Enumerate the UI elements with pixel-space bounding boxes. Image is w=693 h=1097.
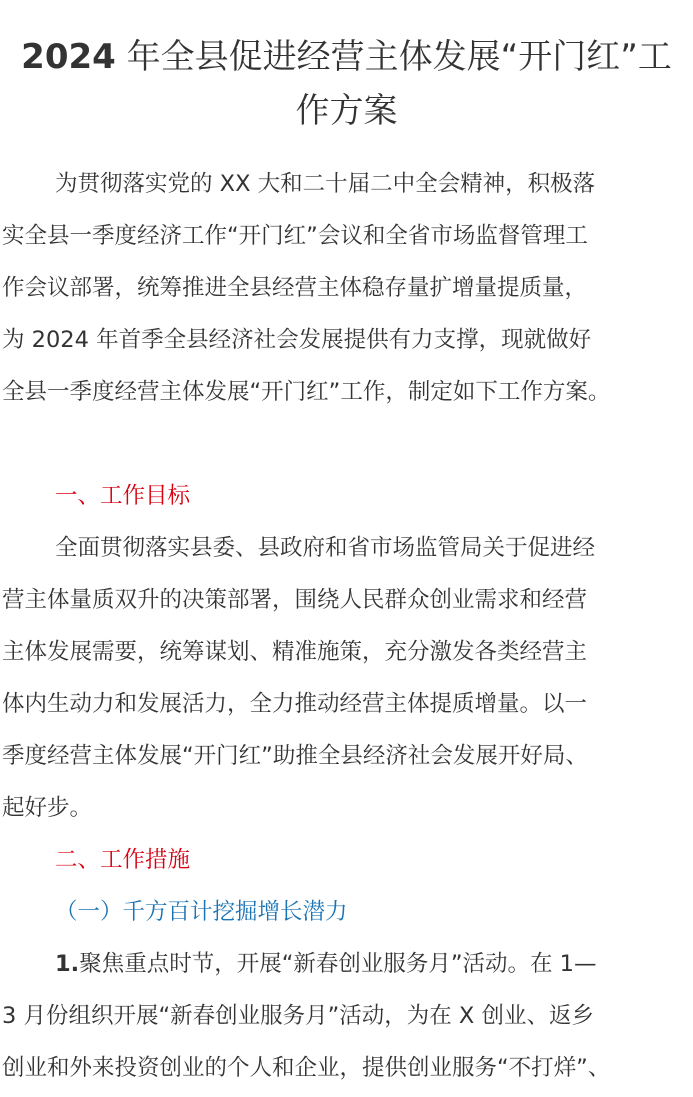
section-heading-goals xyxy=(2,470,693,522)
paragraph-line: 为 2024 年首季全县经济社会发展提供有力支撑，现就做好 xyxy=(2,327,592,353)
paragraph-line: 为贯彻落实党的 XX 大和二十届二中全会精神，积极落 xyxy=(55,171,596,197)
paragraph-line: 体内生动力和发展活力，全力推动经营主体提质增量。以一 xyxy=(2,691,588,717)
paragraph-line: 主体发展需要，统筹谋划、精准施策，充分激发各类经营主 xyxy=(2,639,588,665)
paragraph-line: 全县一季度经营主体发展“开门红”工作，制定如下工作方案。 xyxy=(2,379,611,405)
section-heading-text: 二、工作措施 xyxy=(55,847,191,873)
paragraph-line: 创业和外来投资创业的个人和企业，提供创业服务“不打烊”、 xyxy=(2,1055,611,1081)
title-text-line2: 作方案 xyxy=(295,91,398,131)
intro-paragraph xyxy=(2,158,693,418)
paragraph-line: 全面贯彻落实县委、县政府和省市场监管局关于促进经 xyxy=(55,535,596,561)
document-title xyxy=(0,0,693,138)
subsection-heading-text: （一）千方百计挖掘增长潜力 xyxy=(55,899,348,925)
paragraph-line: 实全县一季度经济工作“开门红”会议和全省市场监督管理工 xyxy=(2,223,588,249)
paragraph-line xyxy=(2,938,693,990)
paragraph-line: 起好步。 xyxy=(2,795,93,821)
paragraph-line: 3 月份组织开展“新春创业服务月”活动，为在 X 创业、返乡 xyxy=(2,1003,594,1029)
paragraph-line: 营主体量质双升的决策部署，围绕人民群众创业需求和经营 xyxy=(2,587,588,613)
goals-paragraph xyxy=(2,522,693,834)
paragraph-line: 季度经营主体发展“开门红”助推全县经济社会发展开好局、 xyxy=(2,743,588,769)
paragraph-line: 作会议部署，统筹推进全县经营主体稳存量扩增量提质量， xyxy=(2,275,588,301)
section-heading-measures xyxy=(2,834,693,886)
title-text-line1: 年全县促进经营主体发展“开门红”工 xyxy=(115,37,672,77)
subsection-heading xyxy=(2,886,693,938)
item-text: 聚焦重点时节，开展“新春创业服务月”活动。在 1— xyxy=(79,951,597,977)
section-heading-text: 一、工作目标 xyxy=(55,483,191,509)
item1-paragraph xyxy=(2,938,693,1094)
title-year: 2024 xyxy=(21,37,116,77)
item-number: 1. xyxy=(55,951,80,977)
